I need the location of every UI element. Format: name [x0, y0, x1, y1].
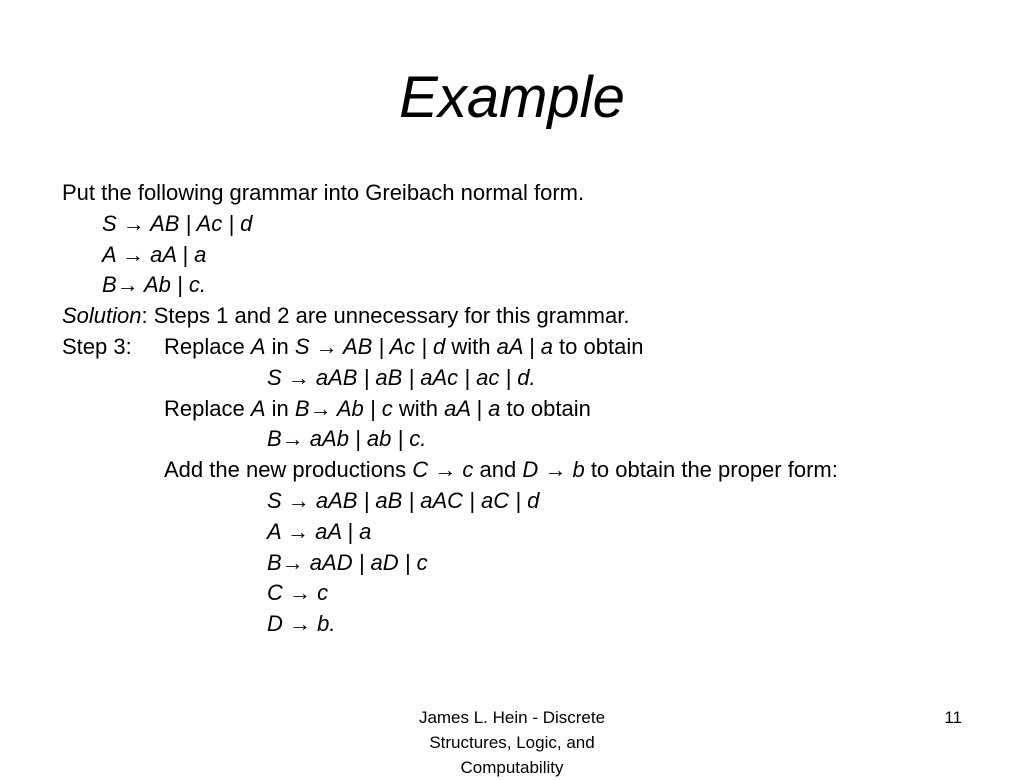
- math-run: B→ Ab | c: [294, 395, 393, 421]
- text-run: with: [445, 333, 497, 359]
- solution-label: Solution: [62, 303, 142, 329]
- result-rule-1: S → aAB | aB | aAc | ac | d.: [267, 364, 536, 390]
- text-run: to obtain the proper form:: [584, 457, 838, 483]
- math-run: A: [250, 395, 266, 421]
- solution-text: : Steps 1 and 2 are unnecessary for this grammar.: [141, 303, 630, 329]
- footer-citation: James L. Hein - Discrete Structures, Logic, and Computability: [418, 708, 606, 777]
- text-run: in: [265, 395, 295, 421]
- final-rule-c: C → c: [267, 580, 329, 606]
- step3-label: Step 3:: [62, 333, 132, 359]
- math-run: D → b: [522, 457, 585, 483]
- page-number: 11: [944, 708, 962, 727]
- result-rule-2: B→ aAb | ab | c.: [267, 426, 427, 452]
- slide-body: [62, 178, 1002, 640]
- text-run: to obtain: [500, 395, 591, 421]
- final-rule-b: B→ aAD | aD | c: [267, 549, 428, 575]
- solution-line: [62, 301, 1002, 332]
- math-run: C → c: [412, 457, 474, 483]
- grammar-rule-s: S → AB | Ac | d: [102, 210, 253, 236]
- step3-line2: [62, 394, 1002, 425]
- text-run: in: [265, 333, 295, 359]
- text-run: Replace: [164, 395, 251, 421]
- step3-line3: [62, 455, 1002, 486]
- math-run: aA | a: [444, 395, 501, 421]
- text-run: to obtain: [552, 333, 644, 359]
- math-run: S → AB | Ac | d: [294, 333, 446, 359]
- text-run: and: [473, 457, 523, 483]
- final-rule-s: S → aAB | aB | aAC | aC | d: [267, 487, 540, 513]
- text-run: Replace: [164, 333, 251, 359]
- final-rule-d: D → b.: [267, 611, 336, 637]
- intro-text: Put the following grammar into Greibach normal form.: [62, 180, 585, 205]
- text-run: with: [392, 395, 445, 421]
- slide-title: Example: [399, 65, 625, 130]
- step3-line1: [62, 332, 1002, 363]
- final-rule-a: A → aA | a: [267, 518, 372, 544]
- grammar-rule-b: B→ Ab | c.: [102, 272, 206, 298]
- math-run: aA | a: [496, 333, 553, 359]
- math-run: A: [250, 333, 266, 359]
- grammar-rule-a: A → aA | a: [102, 241, 207, 267]
- text-run: Add the new productions: [164, 457, 413, 483]
